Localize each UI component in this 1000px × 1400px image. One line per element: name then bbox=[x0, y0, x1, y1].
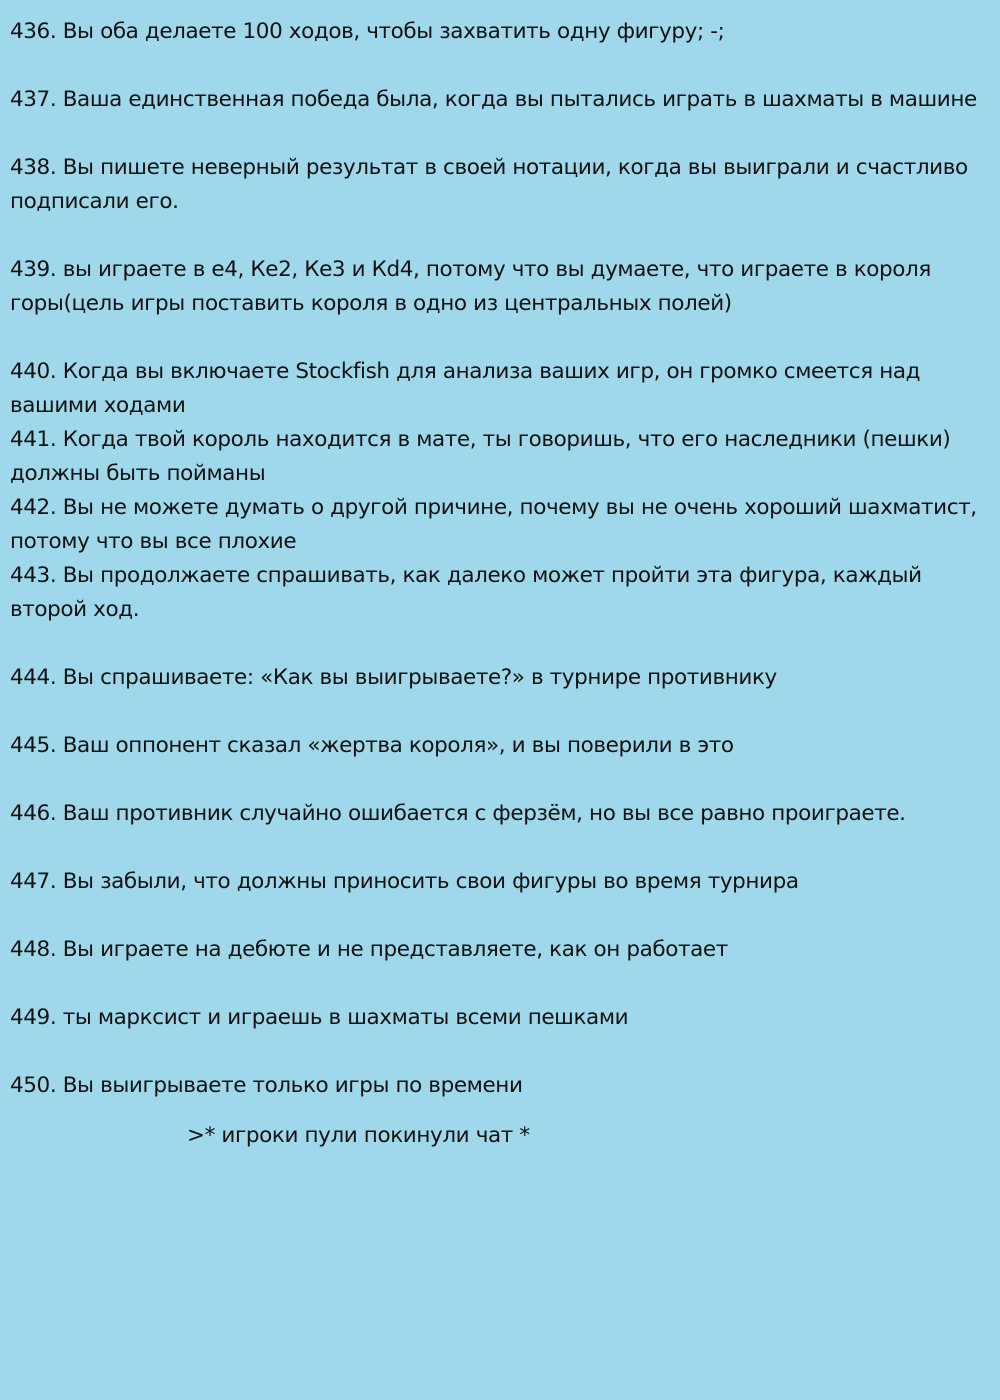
list-item: 450. Вы выигрываете только игры по времени bbox=[10, 1073, 523, 1098]
list-item: 441. Когда твой король находится в мате, ты говоришь, что его наследники (пешки) должны быть пойманы bbox=[10, 427, 951, 486]
list-item: 442. Вы не можете думать о другой причине, почему вы не очень хороший шахматист, потому что вы все плохие bbox=[10, 495, 977, 554]
list-item: 443. Вы продолжаете спрашивать, как далеко может пройти эта фигура, каждый второй ход. bbox=[10, 563, 922, 622]
list-item: 446. Ваш противник случайно ошибается с ферзём, но вы все равно проиграете. bbox=[10, 801, 906, 826]
list-item: 439. вы играете в е4, Ке2, Ке3 и Кd4, потому что вы думаете, что играете в короля горы(цель игры поставить короля в одно из центральных полей) bbox=[10, 257, 931, 316]
list-item: 436. Вы оба делаете 100 ходов, чтобы захватить одну фигуру; -; bbox=[10, 19, 725, 44]
list-item: 444. Вы спрашиваете: «Как вы выигрываете?» в турнире противнику bbox=[10, 665, 777, 690]
footer-caption: >* игроки пули покинули чат * bbox=[187, 1123, 530, 1148]
list-item: 448. Вы играете на дебюте и не представляете, как он работает bbox=[10, 937, 728, 962]
list-item: 447. Вы забыли, что должны приносить свои фигуры во время турнира bbox=[10, 869, 799, 894]
list-item: 445. Ваш оппонент сказал «жертва короля», и вы поверили в это bbox=[10, 733, 734, 758]
list-item: 437. Ваша единственная победа была, когда вы пытались играть в шахматы в машине bbox=[10, 87, 977, 112]
list-item: 438. Вы пишете неверный результат в своей нотации, когда вы выиграли и счастливо подписали его. bbox=[10, 155, 968, 214]
joke-list bbox=[10, 15, 1000, 1103]
list-item: 449. ты марксист и играешь в шахматы всеми пешками bbox=[10, 1005, 629, 1030]
list-item: 440. Когда вы включаете Stockfish для анализа ваших игр, он громко смеется над вашими ходами bbox=[10, 359, 921, 418]
